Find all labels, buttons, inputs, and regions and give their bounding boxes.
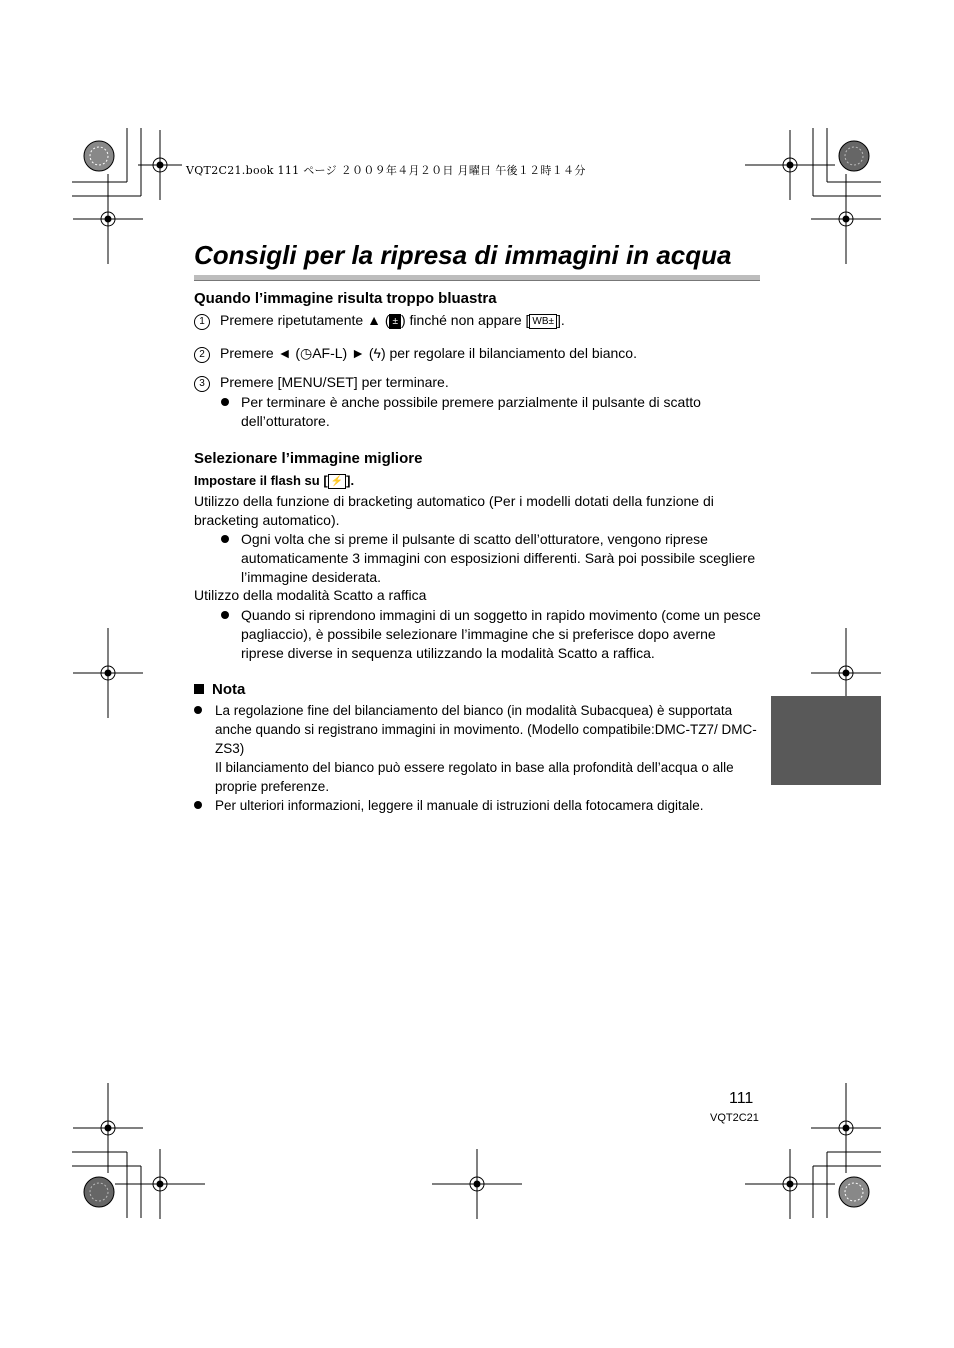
bracketing-intro: Utilizzo della funzione di bracketing automatico (Per i modelli dotati della funzione di bracketing automatico).: [194, 493, 714, 528]
square-bullet-icon: [194, 684, 204, 694]
step-1: 1 Premere ripetutamente ▲ ( ± ) finché non appare [ WB± ].: [194, 312, 565, 330]
document-code: VQT2C21: [710, 1112, 759, 1124]
page-title: Consigli per la ripresa di immagini in acqua: [194, 240, 732, 270]
note-item-manual: Per ulteriori informazioni, leggere il manuale di istruzioni della fotocamera digitale.: [215, 796, 760, 815]
section-heading-best-image: Selezionare l’immagine migliore: [194, 450, 423, 467]
title-underline: [194, 275, 760, 281]
step-number: 1: [194, 314, 210, 330]
step-2: 2 Premere ◄ (◷AF-L) ► (ϟ) per regolare il bilanciamento del bianco.: [194, 345, 637, 363]
flash-setting-line: Impostare il flash su [ ⚡ ].: [194, 473, 355, 488]
flash-icon: ϟ: [373, 345, 381, 361]
note-heading: Nota: [194, 681, 245, 698]
burst-intro: Utilizzo della modalità Scatto a raffica: [194, 587, 427, 603]
chapter-tab: [771, 696, 881, 785]
self-timer-icon: ◷: [299, 345, 313, 361]
bullet-dot: [194, 801, 202, 809]
bullet-dot: [221, 611, 229, 619]
white-balance-adjust-icon: WB±: [529, 314, 557, 329]
bullet-dot: [194, 706, 202, 714]
exposure-icon: ±: [389, 314, 401, 329]
bullet-shutter-half-press: Per terminare è anche possibile premere parzialmente il pulsante di scatto dell’otturatore.: [241, 393, 761, 431]
forced-flash-icon: ⚡: [328, 474, 346, 489]
step-3: 3 Premere [MENU/SET] per terminare.: [194, 374, 449, 392]
bullet-bracketing: Ogni volta che si preme il pulsante di scatto dell’otturatore, vengono riprese automaticamente 3 immagini con esposizioni differenti. Sarà poi possibile scegliere l’immagine desiderata.: [241, 530, 761, 587]
section-heading-bluish: Quando l’immagine risulta troppo bluastra: [194, 290, 497, 307]
page-number: 111: [729, 1090, 754, 1107]
step-number: 3: [194, 376, 210, 392]
bullet-dot: [221, 398, 229, 406]
bullet-dot: [221, 535, 229, 543]
bullet-burst: Quando si riprendono immagini di un soggetto in rapido movimento (come un pesce pagliaccio), è possibile selezionare l’immagine che si preferisce dopo averne riprese diverse in sequenza utilizzando la modalità Scatto a raffica.: [241, 606, 761, 663]
print-header: VQT2C21.book 111 ページ ２００９年４月２０日 月曜日 午後１２時１４分: [186, 164, 586, 177]
step-number: 2: [194, 347, 210, 363]
note-item-white-balance: La regolazione fine del bilanciamento del bianco (in modalità Subacquea) è supportata anche quando si registrano immagini in movimento. (Modello compatibile:DMC-TZ7/ DMC-ZS3) Il bilanciamento del bianco può essere regolato in base alla profondità dell’acqua o alle proprie preferenze.: [215, 701, 760, 796]
